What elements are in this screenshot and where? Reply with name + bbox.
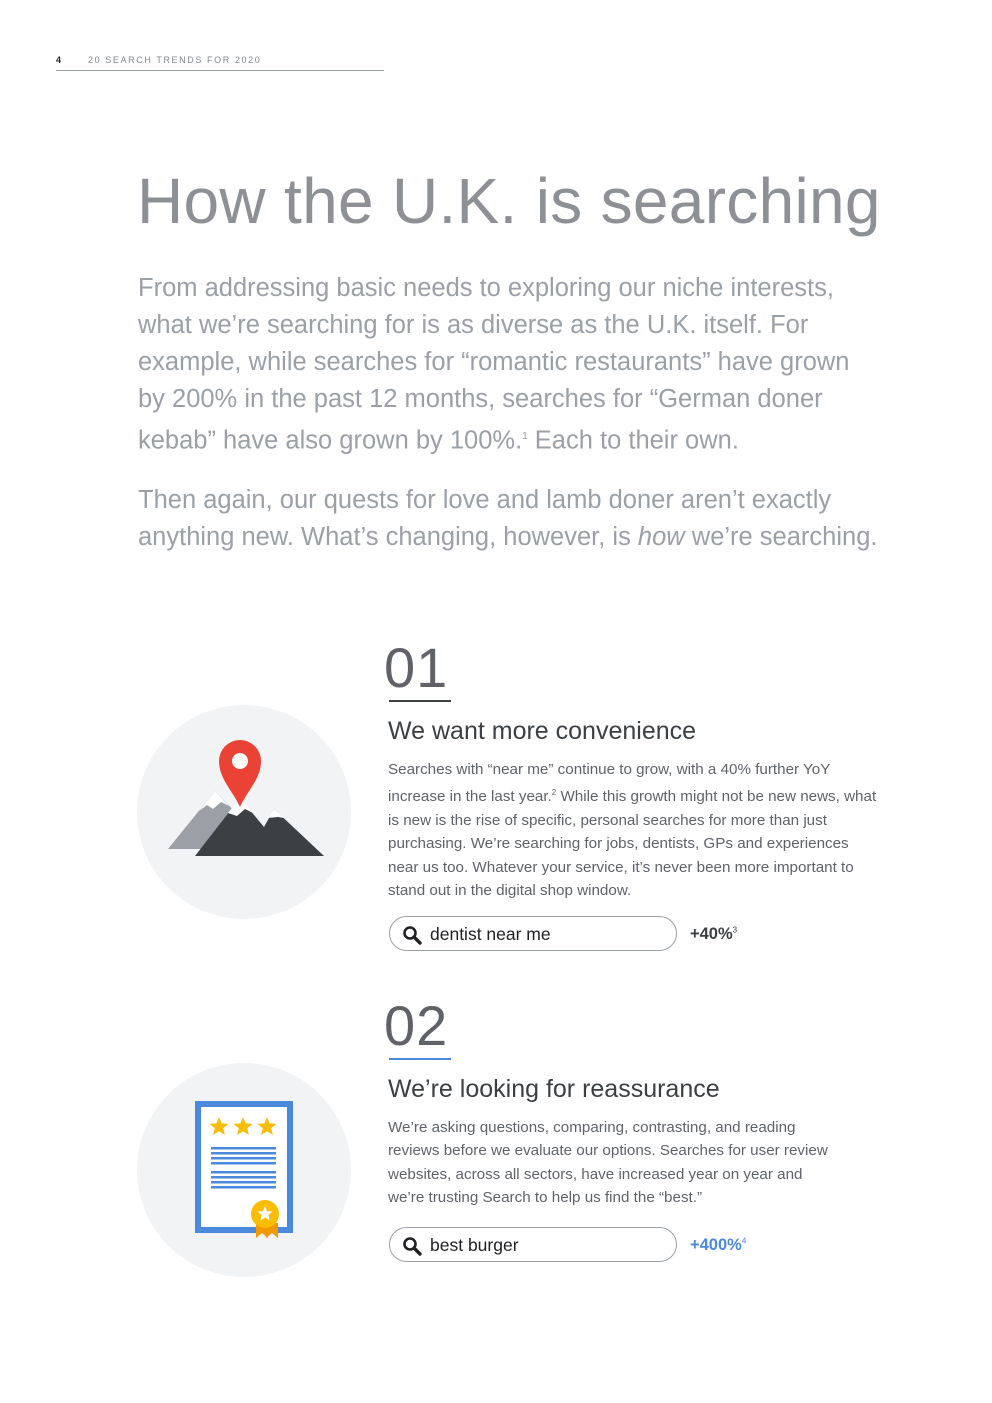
search-example-box	[389, 916, 677, 951]
section-number: 02	[384, 994, 449, 1057]
intro-paragraph-1: From addressing basic needs to exploring our niche interests, what we’re searching for is as diverse as the U.K. itself. For example, while searches for “romantic restaurants” have grown by 200% in the past 12 months, searches for “German doner kebab” have also grown by 100%.$^1$ Each to their own.	[138, 274, 850, 455]
document-title: 20 SEARCH TRENDS FOR 2020	[88, 55, 262, 65]
page-title: How the U.K. is searching	[137, 165, 881, 237]
section-number-underline	[389, 700, 451, 702]
footnote-ref-4: 4	[741, 1236, 747, 1246]
search-icon	[402, 1236, 422, 1256]
growth-stat: +40%$^3$	[690, 925, 738, 943]
footnote-ref-3: 3	[732, 925, 738, 935]
illustration-circle	[137, 705, 351, 919]
section-number: 01	[384, 636, 449, 699]
illustration-circle	[137, 1063, 351, 1277]
running-header	[56, 54, 384, 71]
section-title: We’re looking for reassurance	[388, 1075, 720, 1103]
section-number-underline	[389, 1058, 451, 1060]
search-example-box	[389, 1227, 677, 1262]
section-body: Searches with “near me” continue to grow, with a 40% further YoY increase in the last year.$^2$ While this growth might not be new news, what is new is the rise of specific, personal searches for more than just purchasing. We’re searching for jobs, dentists, GPs and experiences near us too. Whatever your service, it’s never been more important to stand out in the digital shop window.	[388, 761, 877, 900]
section-title: We want more convenience	[388, 717, 697, 745]
intro-paragraph-2: Then again, our quests for love and lamb doner aren’t exactly anything new. What’s changing, however, is how we’re searching.	[138, 486, 878, 551]
growth-stat: +400%$^4$	[690, 1236, 747, 1254]
section-body: We’re asking questions, comparing, contrasting, and reading reviews before we evaluate our options. Searches for user review websites, across all sectors, have increased year on year and we’re trusting Search to help us find the “best.”	[388, 1119, 828, 1207]
map-pin-mountain-icon	[137, 705, 351, 919]
page-number: 4	[56, 55, 62, 65]
footnote-ref-2: 2	[551, 788, 557, 798]
search-query: best burger	[430, 1235, 519, 1255]
search-query: dentist near me	[430, 924, 551, 944]
footnote-ref-1: 1	[522, 431, 528, 442]
review-certificate-icon	[137, 1063, 351, 1277]
search-icon	[402, 925, 422, 945]
